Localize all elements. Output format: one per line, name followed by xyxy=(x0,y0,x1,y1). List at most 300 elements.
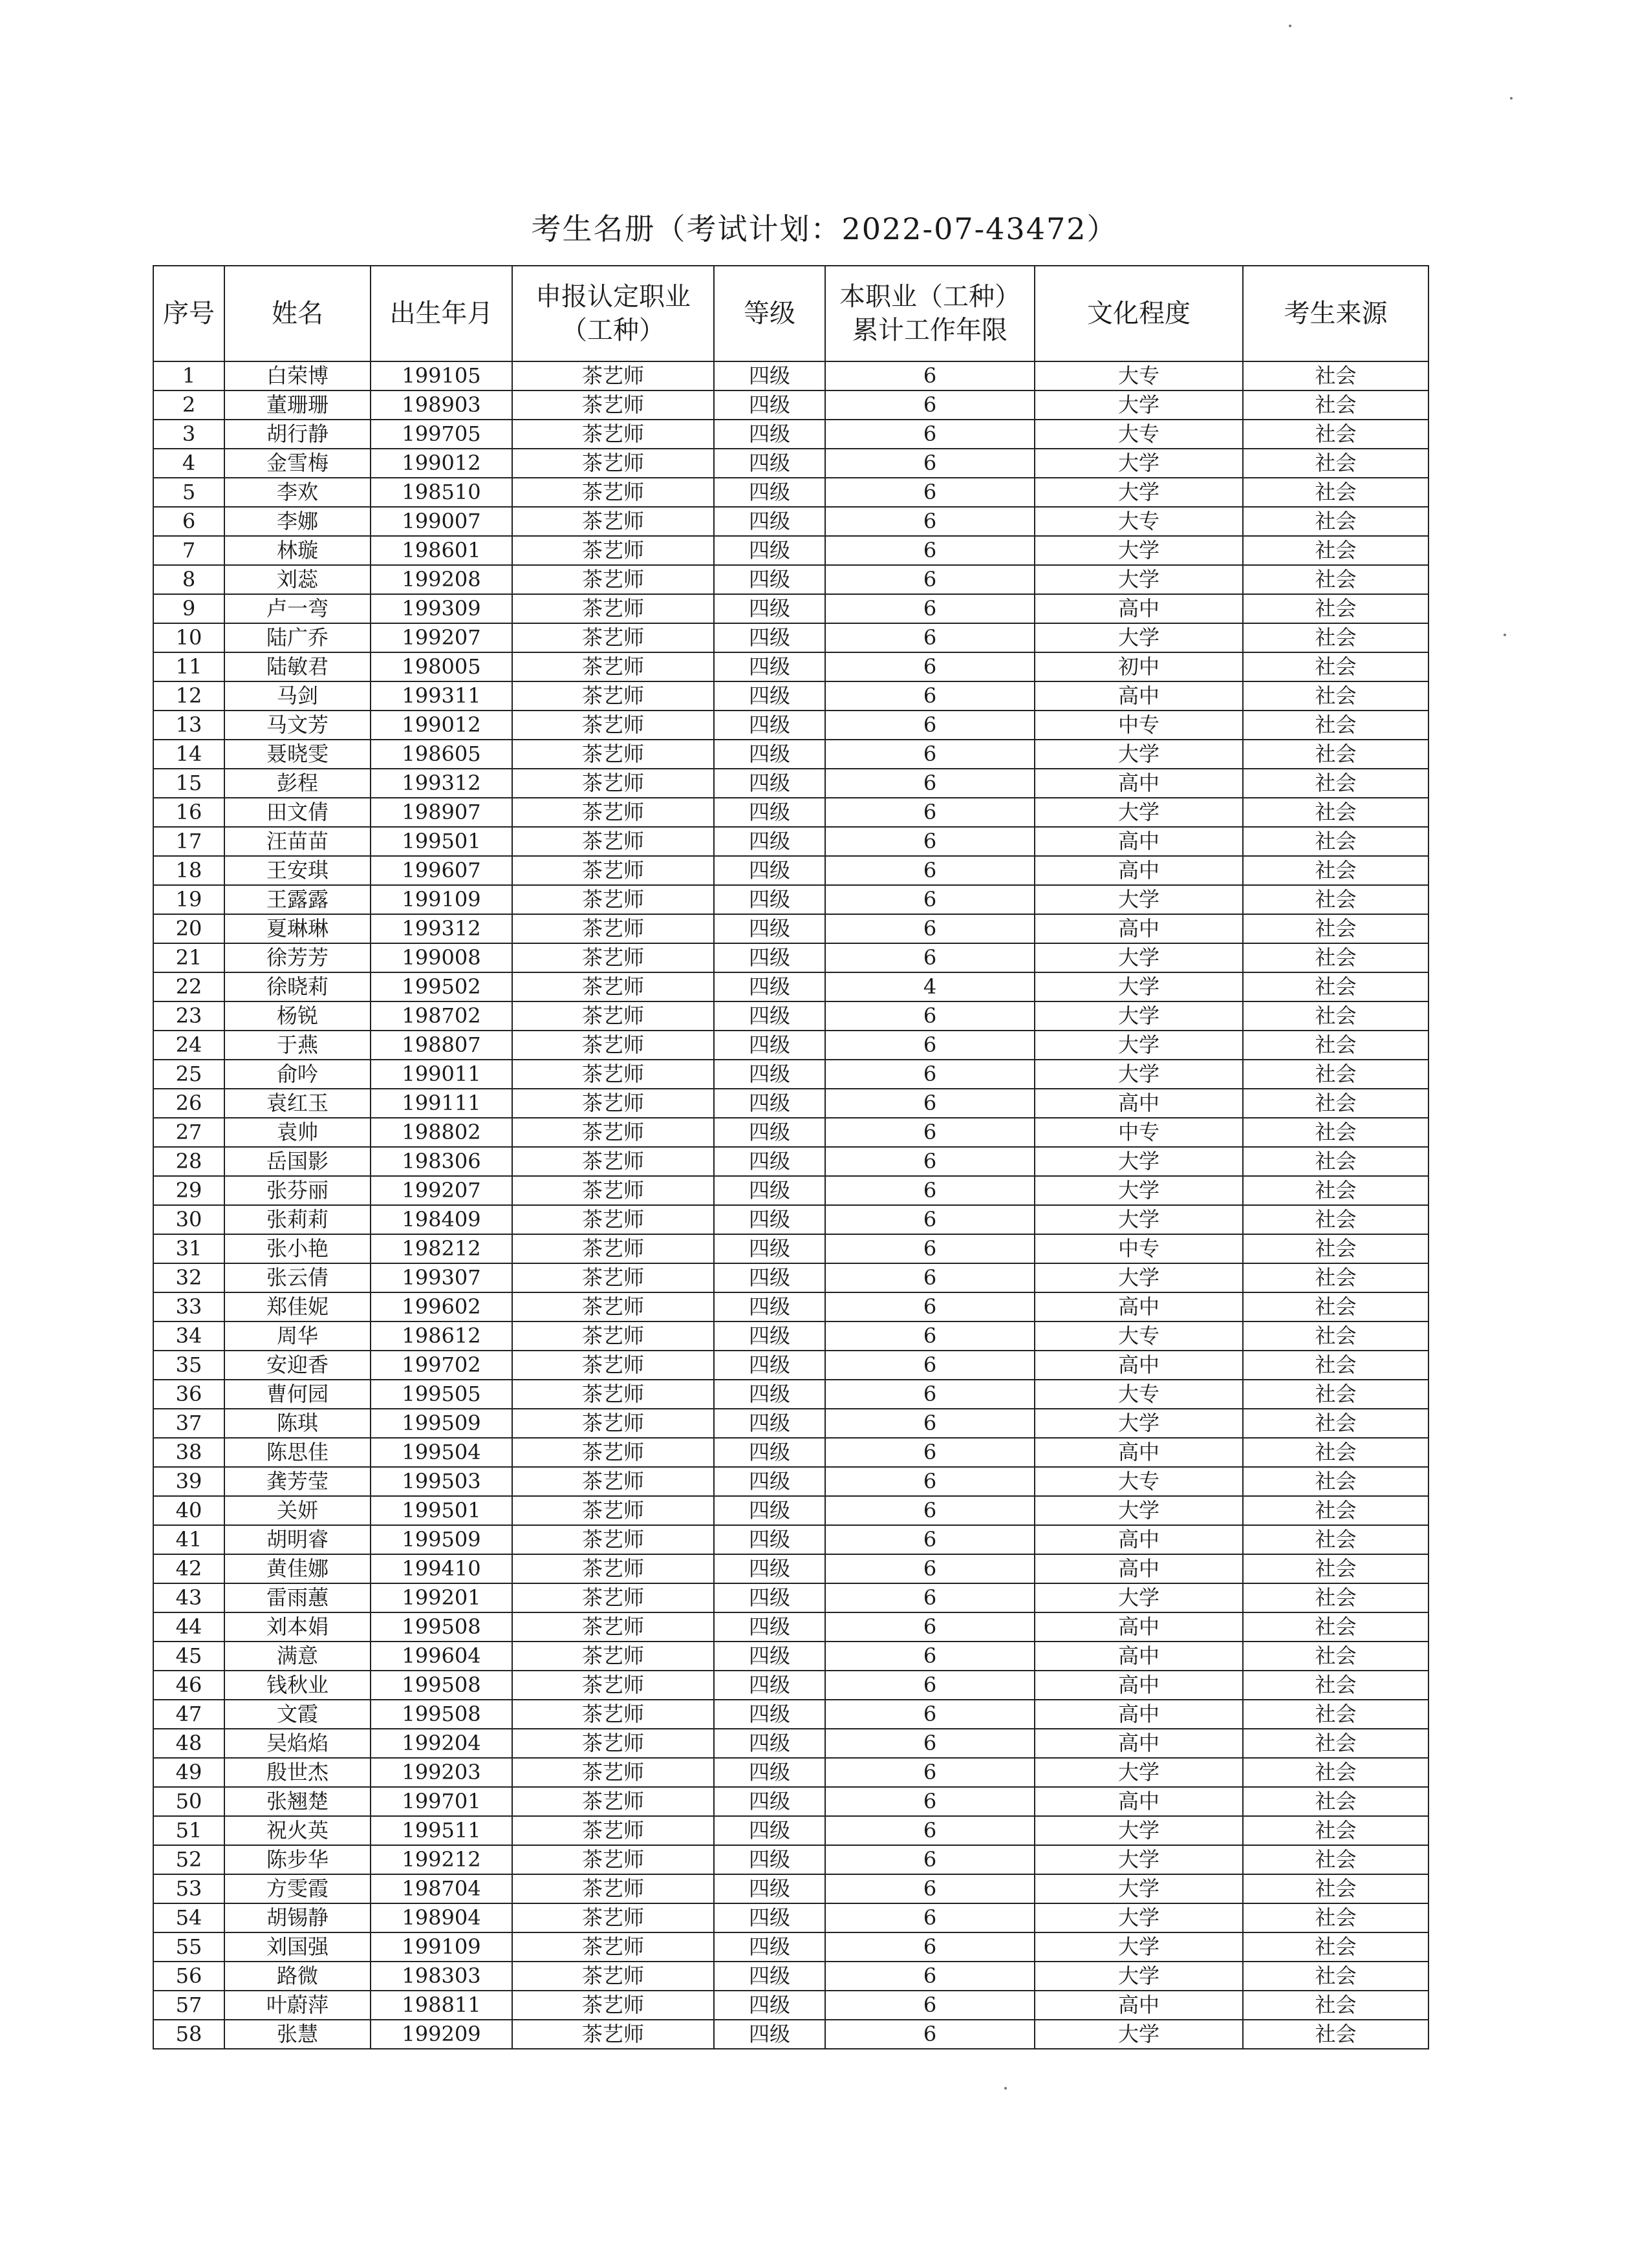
cell-occupation: 茶艺师 xyxy=(512,1525,714,1554)
cell-work-years: 6 xyxy=(825,1409,1035,1438)
cell-occupation: 茶艺师 xyxy=(512,594,714,623)
cell-occupation: 茶艺师 xyxy=(512,1903,714,1932)
table-row xyxy=(153,1118,1428,1147)
cell-work-years: 6 xyxy=(825,1991,1035,2020)
cell-level: 四级 xyxy=(714,1409,825,1438)
cell-seq: 31 xyxy=(153,1234,224,1263)
cell-level: 四级 xyxy=(714,536,825,565)
table-row xyxy=(153,652,1428,681)
cell-seq: 53 xyxy=(153,1874,224,1903)
cell-work-years: 6 xyxy=(825,1758,1035,1787)
cell-work-years: 6 xyxy=(825,1118,1035,1147)
cell-education: 大学 xyxy=(1035,740,1243,769)
cell-name: 关妍 xyxy=(224,1496,371,1525)
cell-level: 四级 xyxy=(714,1001,825,1031)
cell-level: 四级 xyxy=(714,1176,825,1205)
cell-source: 社会 xyxy=(1243,2020,1428,2049)
cell-birth: 198306 xyxy=(371,1147,512,1176)
cell-seq: 38 xyxy=(153,1438,224,1467)
cell-seq: 25 xyxy=(153,1060,224,1089)
cell-work-years: 6 xyxy=(825,1700,1035,1729)
cell-occupation: 茶艺师 xyxy=(512,827,714,856)
cell-birth: 199011 xyxy=(371,1060,512,1089)
cell-source: 社会 xyxy=(1243,885,1428,914)
cell-seq: 4 xyxy=(153,449,224,478)
table-row xyxy=(153,1583,1428,1612)
cell-occupation: 茶艺师 xyxy=(512,1787,714,1816)
cell-seq: 49 xyxy=(153,1758,224,1787)
cell-name: 袁帅 xyxy=(224,1118,371,1147)
cell-source: 社会 xyxy=(1243,1991,1428,2020)
cell-occupation: 茶艺师 xyxy=(512,1729,714,1758)
cell-occupation: 茶艺师 xyxy=(512,769,714,798)
cell-name: 陆广乔 xyxy=(224,623,371,652)
cell-source: 社会 xyxy=(1243,1583,1428,1612)
header-education: 文化程度 xyxy=(1035,266,1243,361)
cell-name: 张小艳 xyxy=(224,1234,371,1263)
cell-level: 四级 xyxy=(714,1118,825,1147)
table-row xyxy=(153,449,1428,478)
cell-source: 社会 xyxy=(1243,1700,1428,1729)
cell-seq: 44 xyxy=(153,1612,224,1642)
cell-level: 四级 xyxy=(714,1467,825,1496)
scan-speck xyxy=(1510,97,1513,100)
table-row xyxy=(153,681,1428,711)
cell-work-years: 6 xyxy=(825,565,1035,594)
cell-work-years: 6 xyxy=(825,1263,1035,1292)
table-row xyxy=(153,2020,1428,2049)
table-row xyxy=(153,420,1428,449)
cell-education: 大学 xyxy=(1035,1031,1243,1060)
cell-seq: 35 xyxy=(153,1351,224,1380)
cell-education: 大学 xyxy=(1035,1903,1243,1932)
header-work-years: 本职业（工种）累计工作年限 xyxy=(825,266,1035,361)
cell-education: 高中 xyxy=(1035,1292,1243,1321)
cell-birth: 199204 xyxy=(371,1729,512,1758)
cell-level: 四级 xyxy=(714,1525,825,1554)
cell-education: 高中 xyxy=(1035,827,1243,856)
cell-birth: 199410 xyxy=(371,1554,512,1583)
header-seq: 序号 xyxy=(153,266,224,361)
cell-seq: 9 xyxy=(153,594,224,623)
cell-work-years: 6 xyxy=(825,1962,1035,1991)
cell-education: 大学 xyxy=(1035,1816,1243,1845)
cell-name: 马文芳 xyxy=(224,711,371,740)
cell-education: 大学 xyxy=(1035,885,1243,914)
table-row xyxy=(153,1554,1428,1583)
header-occupation: 申报认定职业（工种） xyxy=(512,266,714,361)
cell-education: 中专 xyxy=(1035,711,1243,740)
cell-occupation: 茶艺师 xyxy=(512,1467,714,1496)
cell-source: 社会 xyxy=(1243,1234,1428,1263)
cell-level: 四级 xyxy=(714,1089,825,1118)
cell-source: 社会 xyxy=(1243,1263,1428,1292)
cell-name: 刘国强 xyxy=(224,1932,371,1962)
cell-work-years: 6 xyxy=(825,1729,1035,1758)
scan-speck xyxy=(1289,25,1291,27)
cell-occupation: 茶艺师 xyxy=(512,1671,714,1700)
cell-occupation: 茶艺师 xyxy=(512,1205,714,1234)
cell-birth: 198212 xyxy=(371,1234,512,1263)
cell-level: 四级 xyxy=(714,856,825,885)
cell-source: 社会 xyxy=(1243,914,1428,943)
cell-source: 社会 xyxy=(1243,1729,1428,1758)
cell-occupation: 茶艺师 xyxy=(512,798,714,827)
cell-birth: 199111 xyxy=(371,1089,512,1118)
cell-birth: 199509 xyxy=(371,1409,512,1438)
table-row xyxy=(153,827,1428,856)
cell-name: 方雯霞 xyxy=(224,1874,371,1903)
cell-seq: 22 xyxy=(153,972,224,1001)
cell-source: 社会 xyxy=(1243,1671,1428,1700)
cell-name: 祝火英 xyxy=(224,1816,371,1845)
cell-occupation: 茶艺师 xyxy=(512,390,714,420)
cell-seq: 5 xyxy=(153,478,224,507)
header-level: 等级 xyxy=(714,266,825,361)
cell-source: 社会 xyxy=(1243,827,1428,856)
cell-birth: 199604 xyxy=(371,1642,512,1671)
cell-occupation: 茶艺师 xyxy=(512,1351,714,1380)
cell-education: 高中 xyxy=(1035,1729,1243,1758)
cell-work-years: 6 xyxy=(825,769,1035,798)
cell-source: 社会 xyxy=(1243,478,1428,507)
table-row xyxy=(153,1671,1428,1700)
cell-source: 社会 xyxy=(1243,1292,1428,1321)
cell-birth: 199504 xyxy=(371,1438,512,1467)
cell-work-years: 6 xyxy=(825,536,1035,565)
cell-birth: 198510 xyxy=(371,478,512,507)
cell-work-years: 6 xyxy=(825,914,1035,943)
cell-education: 中专 xyxy=(1035,1234,1243,1263)
cell-level: 四级 xyxy=(714,1147,825,1176)
cell-name: 岳国影 xyxy=(224,1147,371,1176)
cell-occupation: 茶艺师 xyxy=(512,681,714,711)
cell-occupation: 茶艺师 xyxy=(512,1321,714,1351)
table-row xyxy=(153,1380,1428,1409)
cell-level: 四级 xyxy=(714,390,825,420)
cell-name: 夏琳琳 xyxy=(224,914,371,943)
cell-name: 黄佳娜 xyxy=(224,1554,371,1583)
cell-education: 大学 xyxy=(1035,1496,1243,1525)
table-row xyxy=(153,1001,1428,1031)
cell-education: 大学 xyxy=(1035,1205,1243,1234)
cell-level: 四级 xyxy=(714,1816,825,1845)
cell-birth: 199007 xyxy=(371,507,512,536)
cell-name: 雷雨蕙 xyxy=(224,1583,371,1612)
cell-work-years: 6 xyxy=(825,711,1035,740)
cell-name: 吴焰焰 xyxy=(224,1729,371,1758)
cell-source: 社会 xyxy=(1243,1409,1428,1438)
cell-seq: 19 xyxy=(153,885,224,914)
cell-name: 徐芳芳 xyxy=(224,943,371,972)
cell-education: 大学 xyxy=(1035,1874,1243,1903)
cell-name: 张慧 xyxy=(224,2020,371,2049)
cell-seq: 52 xyxy=(153,1845,224,1874)
cell-level: 四级 xyxy=(714,1060,825,1089)
cell-level: 四级 xyxy=(714,478,825,507)
cell-source: 社会 xyxy=(1243,1496,1428,1525)
cell-name: 王露露 xyxy=(224,885,371,914)
cell-education: 高中 xyxy=(1035,1612,1243,1642)
cell-birth: 198807 xyxy=(371,1031,512,1060)
table-row xyxy=(153,1292,1428,1321)
cell-level: 四级 xyxy=(714,711,825,740)
cell-birth: 199209 xyxy=(371,2020,512,2049)
cell-source: 社会 xyxy=(1243,798,1428,827)
cell-source: 社会 xyxy=(1243,1380,1428,1409)
cell-level: 四级 xyxy=(714,827,825,856)
cell-source: 社会 xyxy=(1243,1932,1428,1962)
cell-name: 董珊珊 xyxy=(224,390,371,420)
table-row xyxy=(153,914,1428,943)
cell-work-years: 6 xyxy=(825,1380,1035,1409)
cell-seq: 47 xyxy=(153,1700,224,1729)
cell-level: 四级 xyxy=(714,1292,825,1321)
cell-birth: 198907 xyxy=(371,798,512,827)
cell-birth: 199008 xyxy=(371,943,512,972)
cell-work-years: 6 xyxy=(825,1583,1035,1612)
cell-name: 张翘楚 xyxy=(224,1787,371,1816)
cell-occupation: 茶艺师 xyxy=(512,478,714,507)
cell-level: 四级 xyxy=(714,1583,825,1612)
table-row xyxy=(153,1263,1428,1292)
cell-education: 大学 xyxy=(1035,623,1243,652)
cell-source: 社会 xyxy=(1243,420,1428,449)
cell-birth: 199705 xyxy=(371,420,512,449)
cell-name: 徐晓莉 xyxy=(224,972,371,1001)
cell-occupation: 茶艺师 xyxy=(512,1234,714,1263)
cell-occupation: 茶艺师 xyxy=(512,1089,714,1118)
cell-occupation: 茶艺师 xyxy=(512,2020,714,2049)
cell-level: 四级 xyxy=(714,507,825,536)
cell-occupation: 茶艺师 xyxy=(512,711,714,740)
cell-education: 高中 xyxy=(1035,1525,1243,1554)
cell-birth: 199309 xyxy=(371,594,512,623)
cell-work-years: 6 xyxy=(825,681,1035,711)
cell-name: 张莉莉 xyxy=(224,1205,371,1234)
cell-birth: 199105 xyxy=(371,361,512,390)
cell-name: 聂晓雯 xyxy=(224,740,371,769)
cell-name: 彭程 xyxy=(224,769,371,798)
cell-seq: 36 xyxy=(153,1380,224,1409)
header-birth: 出生年月 xyxy=(371,266,512,361)
cell-name: 卢一弯 xyxy=(224,594,371,623)
cell-work-years: 6 xyxy=(825,827,1035,856)
cell-source: 社会 xyxy=(1243,1554,1428,1583)
cell-education: 中专 xyxy=(1035,1118,1243,1147)
table-row xyxy=(153,1787,1428,1816)
cell-level: 四级 xyxy=(714,740,825,769)
cell-work-years: 6 xyxy=(825,1176,1035,1205)
cell-education: 高中 xyxy=(1035,1089,1243,1118)
cell-name: 刘本娟 xyxy=(224,1612,371,1642)
cell-work-years: 6 xyxy=(825,420,1035,449)
cell-level: 四级 xyxy=(714,1612,825,1642)
table-row xyxy=(153,1874,1428,1903)
cell-name: 金雪梅 xyxy=(224,449,371,478)
cell-work-years: 6 xyxy=(825,1496,1035,1525)
table-row xyxy=(153,856,1428,885)
cell-education: 大学 xyxy=(1035,1263,1243,1292)
cell-name: 于燕 xyxy=(224,1031,371,1060)
cell-work-years: 6 xyxy=(825,1089,1035,1118)
cell-source: 社会 xyxy=(1243,390,1428,420)
cell-birth: 199207 xyxy=(371,1176,512,1205)
cell-name: 王安琪 xyxy=(224,856,371,885)
cell-birth: 199012 xyxy=(371,449,512,478)
cell-name: 袁红玉 xyxy=(224,1089,371,1118)
cell-occupation: 茶艺师 xyxy=(512,914,714,943)
cell-source: 社会 xyxy=(1243,1612,1428,1642)
cell-seq: 10 xyxy=(153,623,224,652)
cell-name: 张云倩 xyxy=(224,1263,371,1292)
cell-source: 社会 xyxy=(1243,972,1428,1001)
cell-education: 大学 xyxy=(1035,1001,1243,1031)
cell-occupation: 茶艺师 xyxy=(512,507,714,536)
cell-source: 社会 xyxy=(1243,623,1428,652)
cell-seq: 2 xyxy=(153,390,224,420)
cell-birth: 199607 xyxy=(371,856,512,885)
table-row xyxy=(153,1991,1428,2020)
cell-occupation: 茶艺师 xyxy=(512,1932,714,1962)
cell-occupation: 茶艺师 xyxy=(512,1380,714,1409)
cell-seq: 30 xyxy=(153,1205,224,1234)
cell-source: 社会 xyxy=(1243,1903,1428,1932)
cell-work-years: 6 xyxy=(825,1467,1035,1496)
cell-seq: 43 xyxy=(153,1583,224,1612)
cell-birth: 198409 xyxy=(371,1205,512,1234)
cell-seq: 46 xyxy=(153,1671,224,1700)
cell-source: 社会 xyxy=(1243,740,1428,769)
cell-source: 社会 xyxy=(1243,565,1428,594)
cell-source: 社会 xyxy=(1243,769,1428,798)
cell-work-years: 6 xyxy=(825,1205,1035,1234)
cell-name: 周华 xyxy=(224,1321,371,1351)
cell-work-years: 6 xyxy=(825,943,1035,972)
cell-occupation: 茶艺师 xyxy=(512,420,714,449)
cell-seq: 37 xyxy=(153,1409,224,1438)
cell-birth: 199311 xyxy=(371,681,512,711)
cell-level: 四级 xyxy=(714,943,825,972)
cell-level: 四级 xyxy=(714,449,825,478)
table-row xyxy=(153,711,1428,740)
cell-level: 四级 xyxy=(714,798,825,827)
cell-level: 四级 xyxy=(714,1205,825,1234)
cell-source: 社会 xyxy=(1243,1438,1428,1467)
cell-education: 大专 xyxy=(1035,1380,1243,1409)
cell-birth: 199508 xyxy=(371,1700,512,1729)
cell-name: 张芬丽 xyxy=(224,1176,371,1205)
cell-seq: 57 xyxy=(153,1991,224,2020)
cell-source: 社会 xyxy=(1243,1874,1428,1903)
cell-level: 四级 xyxy=(714,1031,825,1060)
cell-level: 四级 xyxy=(714,1438,825,1467)
cell-level: 四级 xyxy=(714,361,825,390)
cell-work-years: 6 xyxy=(825,1903,1035,1932)
cell-birth: 199312 xyxy=(371,769,512,798)
cell-occupation: 茶艺师 xyxy=(512,1176,714,1205)
candidate-roster-table xyxy=(153,265,1429,2049)
cell-education: 大学 xyxy=(1035,536,1243,565)
cell-occupation: 茶艺师 xyxy=(512,565,714,594)
cell-seq: 7 xyxy=(153,536,224,565)
cell-level: 四级 xyxy=(714,1234,825,1263)
cell-source: 社会 xyxy=(1243,1787,1428,1816)
cell-birth: 199508 xyxy=(371,1612,512,1642)
cell-seq: 11 xyxy=(153,652,224,681)
cell-education: 大学 xyxy=(1035,943,1243,972)
cell-level: 四级 xyxy=(714,1380,825,1409)
cell-seq: 45 xyxy=(153,1642,224,1671)
cell-seq: 58 xyxy=(153,2020,224,2049)
cell-name: 马剑 xyxy=(224,681,371,711)
cell-source: 社会 xyxy=(1243,1147,1428,1176)
cell-education: 大专 xyxy=(1035,1467,1243,1496)
cell-birth: 198903 xyxy=(371,390,512,420)
cell-work-years: 6 xyxy=(825,1031,1035,1060)
cell-level: 四级 xyxy=(714,565,825,594)
cell-work-years: 6 xyxy=(825,1351,1035,1380)
cell-education: 高中 xyxy=(1035,1991,1243,2020)
table-row xyxy=(153,594,1428,623)
cell-birth: 199702 xyxy=(371,1351,512,1380)
cell-source: 社会 xyxy=(1243,1642,1428,1671)
cell-source: 社会 xyxy=(1243,1118,1428,1147)
table-row xyxy=(153,1234,1428,1263)
cell-education: 大学 xyxy=(1035,1060,1243,1089)
cell-level: 四级 xyxy=(714,972,825,1001)
cell-education: 大学 xyxy=(1035,1409,1243,1438)
table-row xyxy=(153,1932,1428,1962)
cell-birth: 199109 xyxy=(371,1932,512,1962)
table-row xyxy=(153,507,1428,536)
cell-education: 高中 xyxy=(1035,1351,1243,1380)
cell-occupation: 茶艺师 xyxy=(512,1554,714,1583)
cell-source: 社会 xyxy=(1243,536,1428,565)
cell-education: 大学 xyxy=(1035,972,1243,1001)
table-row xyxy=(153,1031,1428,1060)
cell-occupation: 茶艺师 xyxy=(512,1496,714,1525)
cell-level: 四级 xyxy=(714,420,825,449)
cell-work-years: 6 xyxy=(825,1147,1035,1176)
cell-occupation: 茶艺师 xyxy=(512,1583,714,1612)
cell-education: 大学 xyxy=(1035,1845,1243,1874)
cell-level: 四级 xyxy=(714,1874,825,1903)
cell-birth: 198612 xyxy=(371,1321,512,1351)
cell-level: 四级 xyxy=(714,1845,825,1874)
cell-birth: 199511 xyxy=(371,1816,512,1845)
cell-level: 四级 xyxy=(714,1351,825,1380)
cell-seq: 40 xyxy=(153,1496,224,1525)
cell-seq: 18 xyxy=(153,856,224,885)
cell-work-years: 4 xyxy=(825,972,1035,1001)
table-row xyxy=(153,1147,1428,1176)
cell-name: 郑佳妮 xyxy=(224,1292,371,1321)
cell-work-years: 6 xyxy=(825,623,1035,652)
cell-level: 四级 xyxy=(714,885,825,914)
cell-occupation: 茶艺师 xyxy=(512,1031,714,1060)
scan-speck xyxy=(1503,634,1506,636)
table-row xyxy=(153,478,1428,507)
cell-education: 高中 xyxy=(1035,1554,1243,1583)
cell-name: 叶蔚萍 xyxy=(224,1991,371,2020)
cell-name: 胡明睿 xyxy=(224,1525,371,1554)
cell-level: 四级 xyxy=(714,1729,825,1758)
cell-work-years: 6 xyxy=(825,2020,1035,2049)
cell-level: 四级 xyxy=(714,914,825,943)
cell-occupation: 茶艺师 xyxy=(512,1845,714,1874)
table-row xyxy=(153,1438,1428,1467)
